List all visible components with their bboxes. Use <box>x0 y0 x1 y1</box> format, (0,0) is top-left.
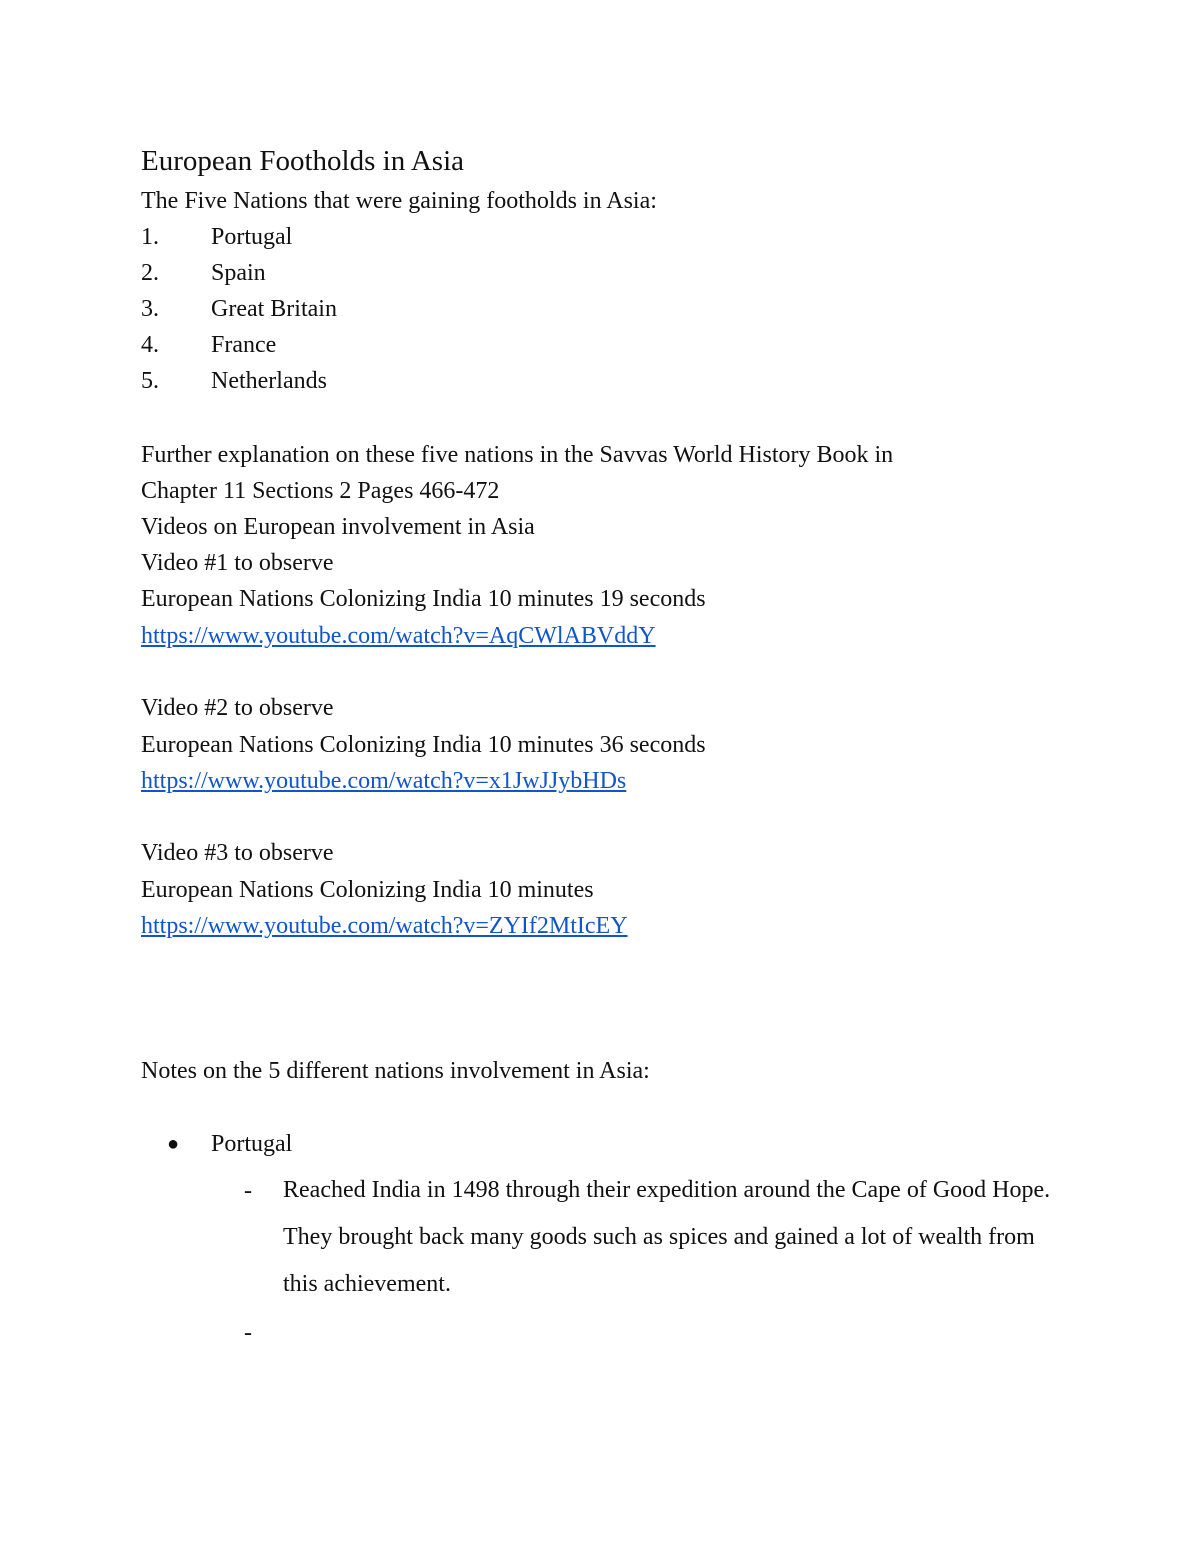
video-link[interactable]: https://www.youtube.com/watch?v=x1JwJJybHDs <box>141 768 627 794</box>
list-item-text: Netherlands <box>211 368 327 394</box>
further-explanation-line-2: Chapter 11 Sections 2 Pages 466-472 <box>141 478 500 504</box>
intro-text: The Five Nations that were gaining footholds in Asia: <box>141 188 657 214</box>
list-number: 3. <box>141 296 159 322</box>
video-label: Video #2 to observe <box>141 695 334 721</box>
video-label: Video #3 to observe <box>141 840 334 866</box>
list-number: 4. <box>141 332 159 358</box>
list-number: 1. <box>141 224 159 250</box>
further-explanation-line-1: Further explanation on these five nations in the Savvas World History Book in <box>141 442 894 468</box>
video-link[interactable]: https://www.youtube.com/watch?v=AqCWlABVddY <box>141 623 656 649</box>
notes-heading: Notes on the 5 different nations involvement in Asia: <box>141 1058 650 1084</box>
bullet-icon: ● <box>167 1133 180 1155</box>
note-point: Reached India in 1498 through their expedition around the Cape of Good Hope. They brought back many goods such as spices and gained a lot of wealth from this achievement. <box>283 1177 1051 1297</box>
video-description: European Nations Colonizing India 10 minutes 19 seconds <box>141 586 706 612</box>
video-description: European Nations Colonizing India 10 minutes 36 seconds <box>141 732 706 758</box>
list-number: 2. <box>141 260 159 286</box>
document-title: European Footholds in Asia <box>141 145 465 177</box>
list-number: 5. <box>141 368 159 394</box>
notes-nation-portugal: Portugal <box>211 1131 293 1157</box>
list-item-text: Portugal <box>211 224 293 250</box>
videos-heading: Videos on European involvement in Asia <box>141 514 535 540</box>
video-label: Video #1 to observe <box>141 550 334 576</box>
list-item-text: Great Britain <box>211 296 337 322</box>
video-link-row <box>141 766 626 796</box>
list-item-text: France <box>211 332 277 358</box>
video-link[interactable]: https://www.youtube.com/watch?v=ZYIf2MtIcEY <box>141 913 628 939</box>
dash-marker: - <box>244 1320 252 1346</box>
dash-marker: - <box>244 1178 252 1204</box>
video-description: European Nations Colonizing India 10 minutes <box>141 877 594 903</box>
list-item-text: Spain <box>211 260 266 286</box>
video-link-row <box>141 911 628 941</box>
video-link-row <box>141 621 656 651</box>
